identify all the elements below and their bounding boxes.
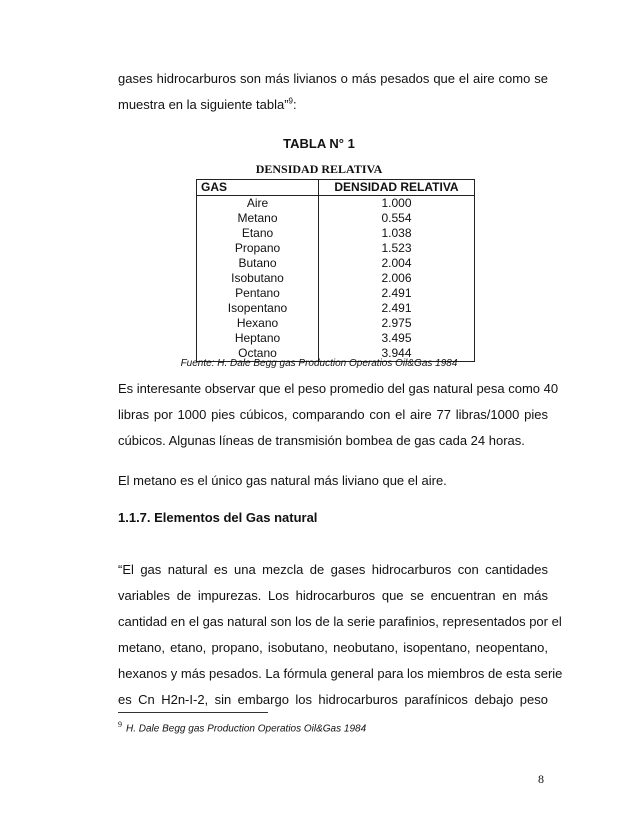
header-gas: GAS xyxy=(197,180,319,196)
footnote-number: 9 xyxy=(118,720,122,729)
table-row xyxy=(197,271,475,286)
gas-cell: Propano xyxy=(197,241,319,256)
gas-cell: Pentano xyxy=(197,286,319,301)
paragraph-line: cúbicos. Algunas líneas de transmisión bombea de gas cada 24 horas. xyxy=(118,433,525,448)
gas-cell: Hexano xyxy=(197,316,319,331)
paragraph-line: metano, etano, propano, isobutano, neobutano, isopentano, neopentano, xyxy=(118,640,548,655)
density-cell: 3.495 xyxy=(319,331,475,346)
table-row xyxy=(197,286,475,301)
footnote-divider xyxy=(118,712,268,713)
table-row xyxy=(197,301,475,316)
density-cell: 3.944 xyxy=(319,346,475,362)
gas-cell: Octano xyxy=(197,346,319,362)
gas-cell: Etano xyxy=(197,226,319,241)
table-subtitle: DENSIDAD RELATIVA xyxy=(255,162,383,176)
paragraph-weight xyxy=(118,376,559,454)
gas-cell: Heptano xyxy=(197,331,319,346)
density-cell: 1.038 xyxy=(319,226,475,241)
footnote xyxy=(118,720,366,734)
table-row xyxy=(197,226,475,241)
density-cell: 2.491 xyxy=(319,286,475,301)
footnote-ref: 9 xyxy=(288,96,293,106)
density-cell: 2.491 xyxy=(319,301,475,316)
gas-cell: Metano xyxy=(197,211,319,226)
gas-cell: Isobutano xyxy=(197,271,319,286)
page-number: 8 xyxy=(538,772,544,786)
intro-line-2-text: muestra en la siguiente tabla” xyxy=(118,97,289,112)
intro-line-1: gases hidrocarburos son más livianos o más pesados que el aire como se xyxy=(118,71,548,86)
density-cell: 2.006 xyxy=(319,271,475,286)
paragraph-line: libras por 1000 pies cúbicos, comparando con el aire 77 libras/1000 pies xyxy=(118,407,548,422)
paragraph-elements xyxy=(118,557,563,713)
paragraph-line: cantidad en el gas natural son los de la serie parafinios, representados por el xyxy=(118,614,562,629)
density-table xyxy=(196,179,475,362)
paragraph-methane xyxy=(118,468,548,494)
density-cell: 1.523 xyxy=(319,241,475,256)
gas-cell: Butano xyxy=(197,256,319,271)
header-density: DENSIDAD RELATIVA xyxy=(319,180,475,196)
gas-cell: Isopentano xyxy=(197,301,319,316)
table-row xyxy=(197,256,475,271)
intro-paragraph xyxy=(118,66,548,118)
table-row xyxy=(197,211,475,226)
footnote-text: H. Dale Begg gas Production Operatios Oil&Gas 1984 xyxy=(126,723,367,735)
density-cell: 2.975 xyxy=(319,316,475,331)
intro-line-2-end: : xyxy=(293,97,297,112)
section-heading: 1.1.7. Elementos del Gas natural xyxy=(118,510,318,525)
intro-line-2 xyxy=(118,92,548,118)
density-cell: 0.554 xyxy=(319,211,475,226)
table-row xyxy=(197,196,475,212)
gas-cell: Aire xyxy=(197,196,319,212)
density-cell: 2.004 xyxy=(319,256,475,271)
paragraph-line: El metano es el único gas natural más liviano que el aire. xyxy=(118,473,447,488)
table-header-row xyxy=(197,180,475,196)
table-row xyxy=(197,316,475,331)
table-row xyxy=(197,241,475,256)
table-source: Fuente: H. Dale Begg gas Production Operatios Oil&Gas 1984 xyxy=(180,358,458,369)
table-row xyxy=(197,331,475,346)
paragraph-line: es Cn H2n-I-2, sin embargo los hidrocarburos parafínicos debajo peso xyxy=(118,692,548,707)
paragraph-line: variables de impurezas. Los hidrocarburos que se encuentran en más xyxy=(118,588,548,603)
paragraph-line: hexanos y más pesados. La fórmula general para los miembros de esta serie xyxy=(118,666,563,681)
paragraph-line: “El gas natural es una mezcla de gases hidrocarburos con cantidades xyxy=(118,562,548,577)
density-cell: 1.000 xyxy=(319,196,475,212)
paragraph-line: Es interesante observar que el peso promedio del gas natural pesa como 40 xyxy=(118,381,559,396)
table-title: TABLA N° 1 xyxy=(283,136,355,151)
